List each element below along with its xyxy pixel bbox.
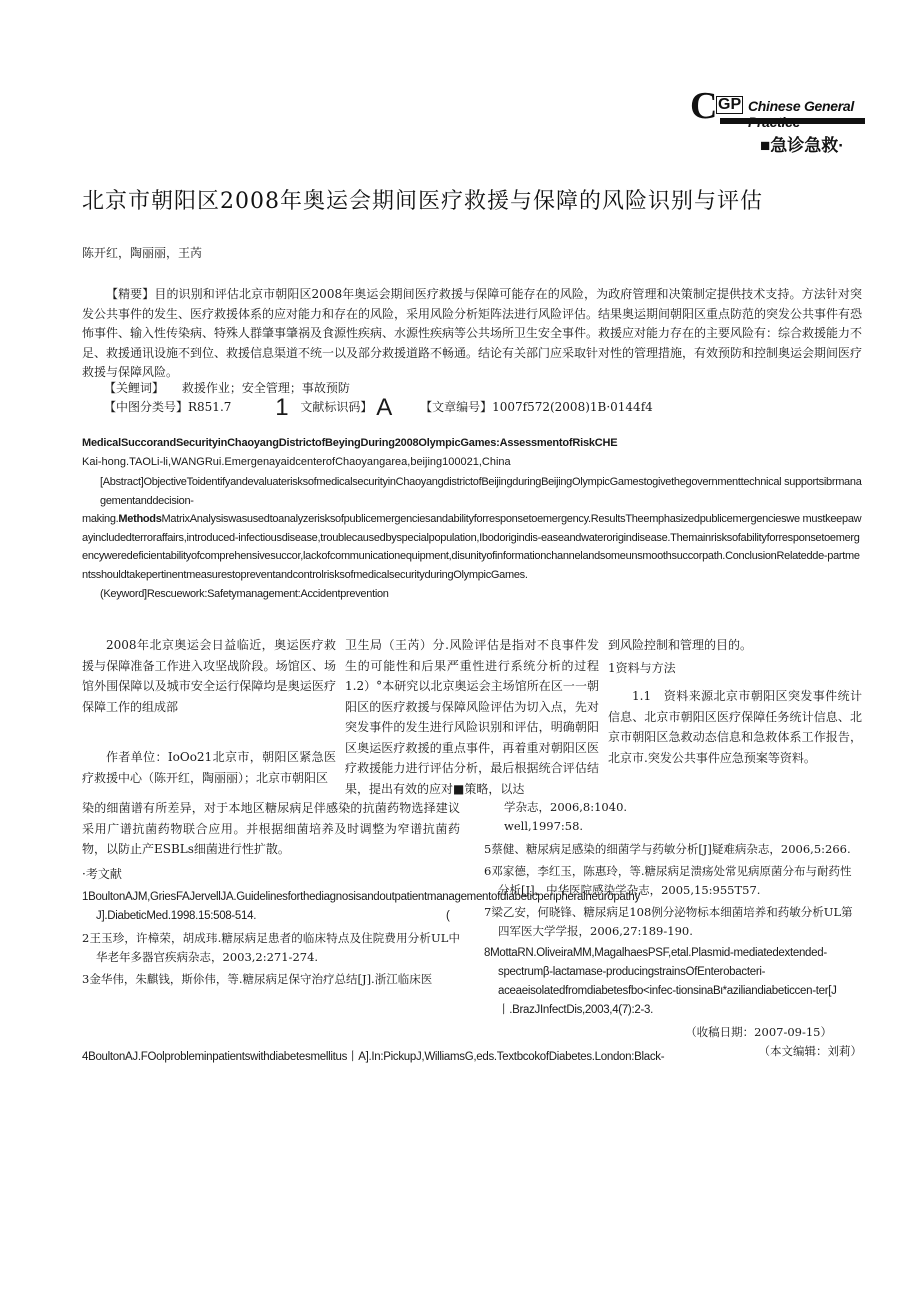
english-keywords: (Keyword]Rescuework:Safetymanagement:Accidentprevention	[100, 587, 389, 600]
section-heading-methods: 1资料与方法	[608, 660, 676, 675]
english-title: MedicalSuccorandSecurityinChaoyangDistrictofBeyingDuring2008OlympicGames:AssessmentofRiskCHE	[82, 437, 618, 449]
lower-right-column	[484, 798, 862, 1061]
reference-1: 1BoultonAJM,GriesFAJervellJA.Guidelinesforthediagnosisandoutpatientmanagementofdiabeticperipheralneuropathy ( J].DiabeticMed.1998.15:508-514.	[82, 888, 460, 926]
reference-4: 4BoultonAJ.FOolprobleminpatientswithdiabetesmellitus丨A].In:PickupJ,WilliamsG,eds.TextbcokofDiabetes.London:Black-	[82, 1051, 665, 1063]
col1-paragraph-1: 2008年北京奥运会日益临近，奥运医疗救援与保障准备工作进入攻坚战阶段。场馆区、场馆外围保障以及城市安全运行保障均是奥运医疗保障工作的组成部	[82, 638, 336, 714]
english-abstract-part2	[82, 510, 862, 584]
doc-code-letter: A	[376, 394, 393, 421]
col3-paragraph-1: 到风险控制和管理的目的。	[608, 638, 753, 652]
doc-code-label: 文献标识码】	[300, 400, 373, 414]
doc-code-digit: 1	[275, 394, 289, 421]
classification-number: 【中图分类号】R851.7	[104, 400, 232, 414]
col3-paragraph-2: 1.1 资料来源北京市朝阳区突发事件统计信息、北京市朝阳区医疗保障任务统计信息、北京市朝阳区急救动态信息和急救体系工作报告，北京市.突发公共事件应急预案等资料。	[608, 689, 862, 765]
reference-3: 3金华伟，朱麒钱，斯伱伟，等.糖尿病足保守治疗总结[J].浙江临床医	[82, 972, 433, 986]
logo-letter-c: C	[690, 85, 718, 127]
methods-label: Methods	[118, 513, 162, 526]
reference-3-continued: 学杂志，2006,8:1040.	[504, 800, 628, 814]
chinese-abstract: 【精要】目的识别和评估北京市朝阳区2008年奥运会期间医疗救援与保障可能存在的风险，为政府管理和决策制定提供技术支持。方法针对突发公共事件的发生、医疗救援体系的应对能力和存在的风险，采用风险分析矩阵法进行风险评估。结果奥运期间朝阳区重点防范的突发公共事件有恐怖事件、输入性传染病、特殊人群肇事肇祸及食源性疾病、水源性疾病等公共场所卫生安全事件。救援应对能力存在的主要风险有：综合救援能力不足、救援通讯设施不到位、救援信息渠道不统一以及部分救援道路不畅通。结论有关部门应采取针对性的管理措施，有效预防和控制奥运会期间医疗救援与保障风险。	[82, 287, 863, 379]
editor-note: （本文编辑：刘莉）	[758, 1044, 862, 1058]
lower-left-paragraph: 染的细菌谱有所差异，对于本地区糖尿病足伴感染的抗菌药物选择建议采用广谱抗菌药物联合应用。并根据细菌培养及时调整为窄谱抗菌药物，以防止产ESBLs细菌进行性扩散。	[82, 801, 460, 856]
reference-6: 6邓家德，李红玉，陈惠玲，等.糖尿病足溃疡处常见病原菌分布与耐药性分析[J]、中华医院感染学杂志，2005,15:955T57.	[484, 864, 852, 897]
body-column-1	[82, 635, 336, 788]
author-affiliation: 作者单位：IoOo21北京市，朝阳区紧急医疗救援中心（陈开红，陶丽丽）；北京市朝阳区	[82, 750, 336, 785]
paper-title: 北京市朝阳区2008年奥运会期间医疗救援与保障的风险识别与评估	[82, 189, 763, 214]
reference-list-left	[82, 888, 640, 989]
english-authors: Kai-hong.TAOLi-li,WANGRui.EmergenayaidcenterofChaoyangarea,beijing100021,China	[82, 456, 511, 468]
reference-8: 8MottaRN.OliveiraMM,MagalhaesPSF,etal.Plasmid-mediatedextended-spectrumβ-lactamase-producingstrainsOfEnterobacteri-aceaeisolatedfromdiabetesfbo<infec-tionsinaBι*aziliandiabeticcen-ter[J丨.BrazJInfectDis,2003,4(7):2-3.	[484, 947, 837, 1016]
logo-journal-name: Chinese General	[748, 98, 854, 114]
references-heading: ·考文献	[82, 866, 122, 881]
received-date: （收稿日期：2007-09-15）	[685, 1025, 832, 1039]
body-column-2	[345, 635, 599, 799]
english-abstract-body: MatrixAnalysiswasusedtoanalyzerisksofpublicemergenciesandabilityforresponsetoemergency.ResultsTheemphasizedpublicemergencieswe mustkeepawayincludedterroraffairs,introduced-infectiousdisease,troublecausedbyspecialpopulation,Ibodorigindis-easeandwaterorigindisease.Themainrisksofabilityforresponsetoemergencyweredeficientabilityofcomprehensivesuccor,lackofcommunicationequipment,disunityofinformationchannelandsomeunsmoothsuccorpath.ConclusionRelatedde-partmentsshouldtakepertinentmeasurestopreventandcontrolrisksofmedicalsecurityduringOlympicGames.	[82, 513, 862, 581]
keywords-label: 【关鲤词】	[104, 381, 165, 395]
col2-paragraph-1: 卫生局（王芮）分.风险评估是指对不良事件发生的可能性和后果严重性进行系统分析的过程1.2）°本研究以北京奥运会主场馆所在区一一朝阳区的医疗救援与保障风险评估为切入点，先对突发事件的发生进行风险识别和评估，明确朝阳区奥运医疗救援的重点事件，再着重对朝阳区医疗救援能力进行评估分析，最后根据统合评估结果，提出有效的应对■策略，以达	[345, 638, 599, 796]
keywords-text: 救援作业；安全管理；事故预防	[181, 381, 350, 395]
article-number: 【文章编号】1007f572(2008)1B·0144f4	[420, 400, 653, 414]
logo-underline-bar	[720, 118, 865, 124]
reference-5: 5蔡健、糖尿病足感染的细菌学与药敏分析[J]疑难病杂志，2006,5:266.	[484, 842, 851, 856]
reference-1-journal: J].DiabeticMed.1998.15:508-514.	[96, 910, 257, 922]
section-label: ■急诊急救·	[760, 136, 844, 155]
reference-1-text: 1BoultonAJM,GriesFAJervellJA.Guidelinesforthediagnosisandoutpatientmanagementofdiabeticperipheralneuropathy	[82, 891, 640, 903]
reference-7: 7梁乙安，何晓锋、糖尿病足108例分泌物标本细菌培养和药敏分析UL第四军医大学学报，2006,27:189-190.	[484, 905, 853, 938]
reference-4-continued: well,1997:58.	[504, 819, 584, 833]
english-abstract-pre: making.	[82, 513, 119, 526]
journal-logo	[690, 85, 870, 127]
english-abstract	[82, 473, 862, 603]
english-abstract-part1: [Abstract]ObjectiveToidentifyandevaluaterisksofmedicalsecurityinChaoyangdistrictofBeijingduringBeijingOlympicGamestogivethegovernmenttechnical supportsibrmanagementanddecision-	[100, 476, 862, 507]
paper-authors: 陈开红，陶丽丽，王芮	[82, 246, 203, 260]
reference-2: 2王玉珍，许樟荣，胡成玮.糖尿病足患者的临床特点及住院费用分析UL中华老年多器官疾病杂志，2003,2:271-274.	[82, 931, 460, 964]
body-column-3	[608, 635, 862, 768]
classification-row	[104, 394, 653, 422]
logo-gp-mark: GP	[718, 96, 742, 113]
